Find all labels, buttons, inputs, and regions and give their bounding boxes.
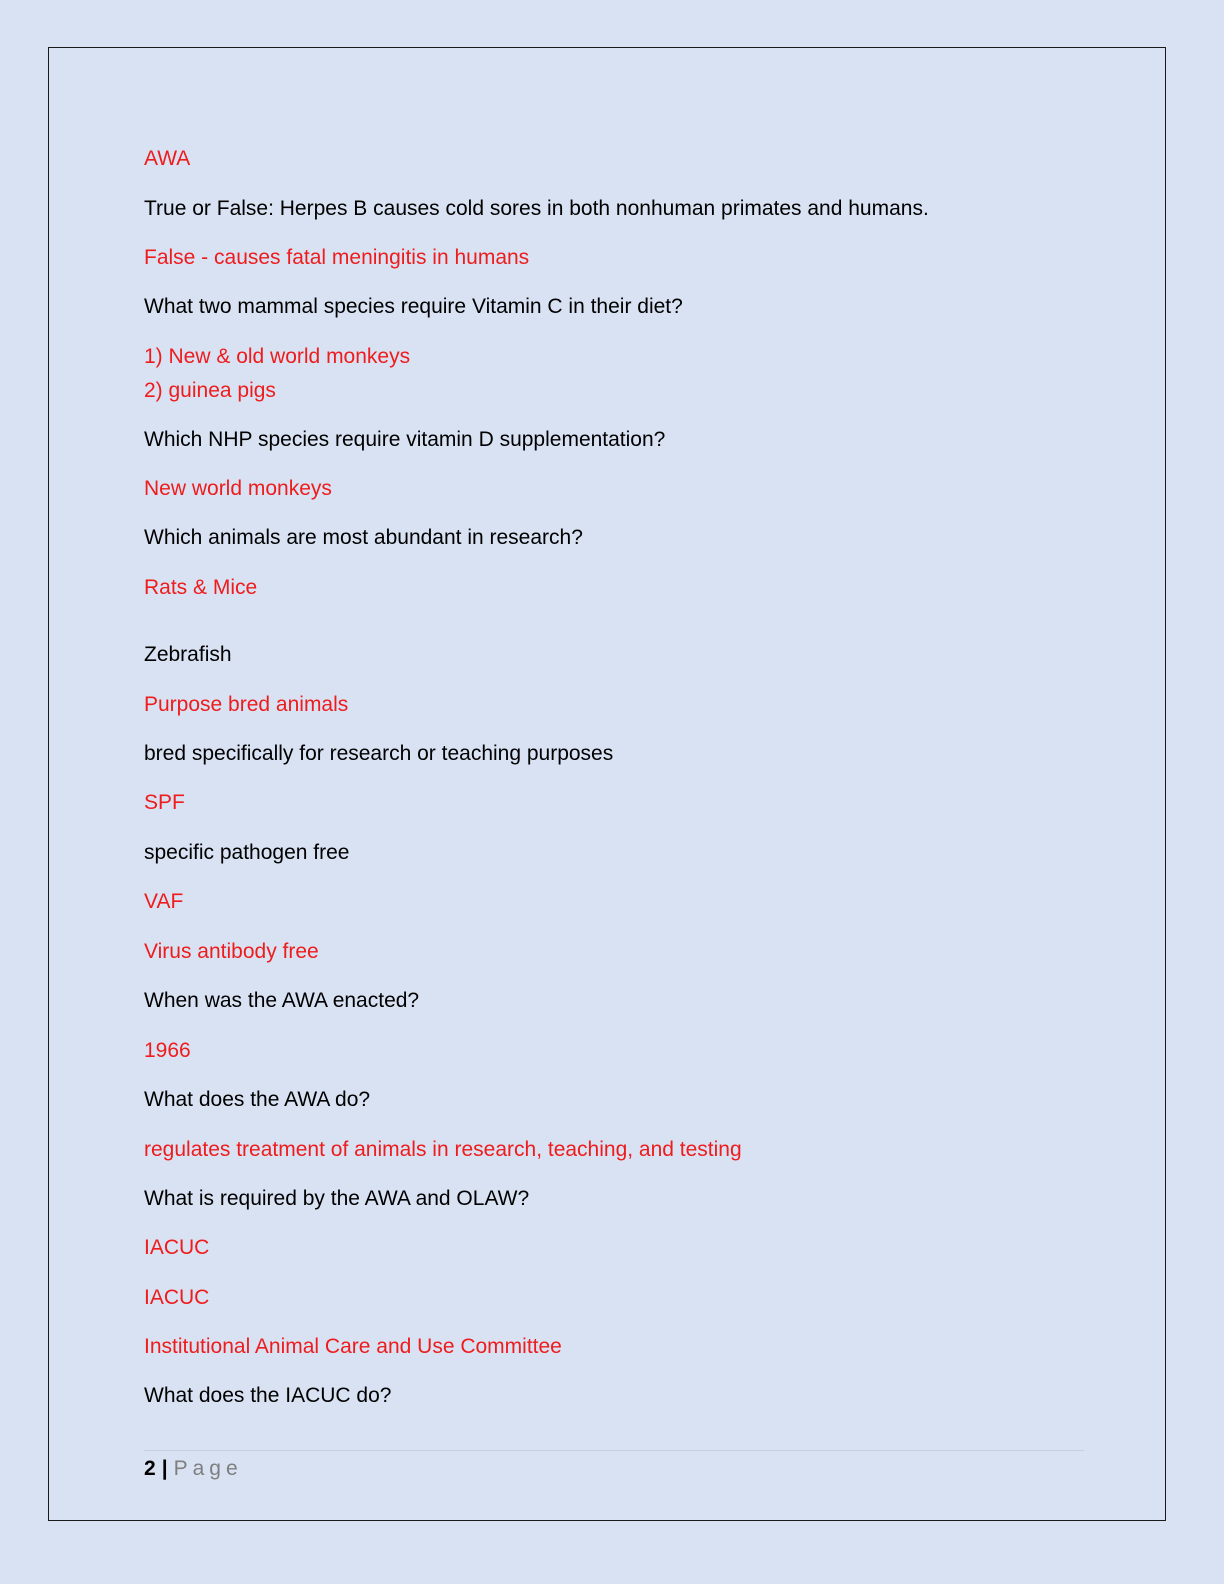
answer-text: AWA <box>144 147 191 170</box>
answer-text: 1966 <box>144 1039 191 1062</box>
question-text: True or False: Herpes B causes cold sores in both nonhuman primates and humans. <box>144 197 929 220</box>
page-number: 2 <box>144 1457 156 1480</box>
question-text: specific pathogen free <box>144 841 350 864</box>
question-text: Zebrafish <box>144 643 232 666</box>
question-text: What is required by the AWA and OLAW? <box>144 1187 530 1210</box>
question-text: What does the AWA do? <box>144 1088 371 1111</box>
question-text: Which animals are most abundant in research? <box>144 526 583 549</box>
answer-text: False - causes fatal meningitis in humans <box>144 246 530 269</box>
page-footer <box>144 1456 243 1482</box>
answer-text: Purpose bred animals <box>144 693 349 716</box>
answer-text: Institutional Animal Care and Use Committee <box>144 1335 562 1358</box>
question-text: bred specifically for research or teaching purposes <box>144 742 614 765</box>
answer-text: Rats & Mice <box>144 576 258 599</box>
answer-text: IACUC <box>144 1236 210 1259</box>
answer-text: 1) New & old world monkeys <box>144 345 411 368</box>
page-word: Page <box>173 1457 243 1480</box>
answer-text: New world monkeys <box>144 477 332 500</box>
answer-text: IACUC <box>144 1286 210 1309</box>
answer-text: SPF <box>144 791 185 814</box>
answer-text: Virus antibody free <box>144 940 319 963</box>
footer-rule <box>144 1450 1084 1451</box>
answer-text: 2) guinea pigs <box>144 379 276 402</box>
question-text: When was the AWA enacted? <box>144 989 420 1012</box>
answer-text: VAF <box>144 890 184 913</box>
question-text: What two mammal species require Vitamin C in their diet? <box>144 295 683 318</box>
footer-separator: | <box>161 1457 168 1480</box>
answer-text: regulates treatment of animals in research, teaching, and testing <box>144 1138 742 1161</box>
question-text: What does the IACUC do? <box>144 1384 392 1407</box>
question-text: Which NHP species require vitamin D supplementation? <box>144 428 666 451</box>
